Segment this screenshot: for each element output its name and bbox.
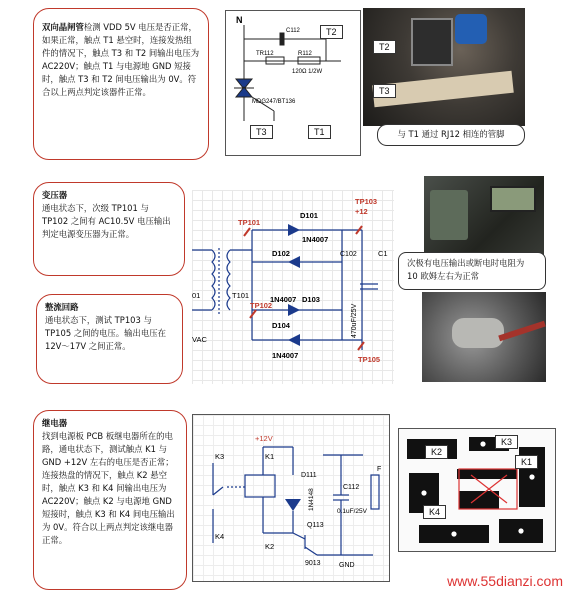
triac-text: 检测 VDD 5V 电压是否正常，如果正常，触点 T1 悬空时，连接发热组件的情况下，触点 T3 和 T2 间输出电压为 AC220V；触点 T1 与电源地 GND 短接时，触点 T3 和 T2 间电压输出为 0V。符合以上两点判定该器件正常。 [42,22,200,98]
relay-plus12-label: +12V [255,434,273,443]
plus12-label: +12 [355,207,368,216]
d101-label: D101 [300,211,318,220]
multimeter-photo [424,176,544,264]
d104-label: D104 [272,321,290,330]
pcb-tag-k4: K4 [423,505,446,519]
relay-q113-label: Q113 [307,522,324,529]
tp103-label: TP103 [355,197,378,206]
triac-photo [363,8,525,126]
relay-k4-label: K4 [215,532,225,541]
tp101-label: TP101 [238,218,261,227]
rectifier-note [36,294,183,384]
triac-schematic [225,10,361,156]
rectifier-title: 整流回路 [45,302,79,312]
relay-d111-label: D111 [301,472,317,479]
pcb-tag-k1: K1 [515,455,538,469]
d102-label: D102 [272,249,290,258]
schematic-c112-label: C112 [286,28,300,34]
schematic-tag-t2: T2 [320,25,343,39]
c102-label: C102 [340,251,357,258]
probe-photo [422,292,546,382]
transformer-note [33,182,185,276]
d101-part: 1N4007 [302,235,329,244]
pcb-tag-k2: K2 [425,445,448,459]
relay-9013-label: 9013 [305,560,321,567]
schematic-r112-label: R112 [298,51,312,57]
relay-note [33,410,187,590]
schematic-tag-t3: T3 [250,125,273,139]
relay-1n4148-label: 1N4148 [308,488,315,511]
d103-label: D103 [302,295,320,304]
schematic-tr112-label: TR112 [256,51,274,57]
transformer-text: 通电状态下，次级 TP101 与 TP102 之间有 AC10.5V 电压输出判定电源变压器为正常。 [42,203,171,240]
photo-tag-t3: T3 [373,84,396,98]
tp105-label: TP105 [358,355,381,364]
pcb-tag-k3: K3 [495,435,518,449]
relay-pcb [398,428,556,552]
schematic-triac-label: MDG247/BT136 [252,99,296,105]
relay-k1-label: K1 [265,452,275,461]
c1-label: C1 [378,249,388,258]
relay-gnd-label: GND [339,562,355,569]
relay-schematic [192,414,390,582]
triac-title: 双向晶闸管 [42,22,84,32]
triac-note [33,8,209,160]
relay-text: 找到电源板 PCB 板继电器所在的电路，通电状态下，测试触点 K1 与 GND +12V 左右的电压是否正常；连接热盘的情况下，触点 K2 悬空时，触点 K3 和 K4 间输出电压为 AC220V；触点 K2 与电源地 GND 短接时，触点 K3 和 K4 间电压输出为 0V。符合以上两点判定该继电器正常。 [42,431,175,546]
rectifier-text: 通电状态下，测试 TP103 与 TP105 之间的电压。输出电压在 12V～17V 之间正常。 [45,315,166,352]
rectifier-schematic-svg [192,190,394,384]
schematic-n-label: N [236,15,243,25]
rectifier-schematic [192,190,394,384]
relay-c112-label: C112 [343,484,360,491]
relay-c112-value: 0.1uF/25V [337,508,367,515]
d102-part: 1N4007 [270,295,297,304]
relay-schematic-svg [193,415,390,582]
relay-title: 继电器 [42,418,68,428]
vac-label: VAC [192,335,207,344]
photo-tag-t2: T2 [373,40,396,54]
tp102-label: TP102 [250,301,273,310]
transformer-01-label: 01 [192,291,201,300]
transformer-callout: 次极有电压输出或断电时电阻为 10 欧姆左右为正常 [398,252,546,290]
c102-value: 470uF/25V [351,303,358,338]
schematic-r112-value: 120Ω 1/2W [292,69,323,75]
t101-label: T101 [232,291,250,300]
relay-k2-label: K2 [265,542,275,551]
relay-k3-label: K3 [215,452,225,461]
schematic-tag-t1: T1 [308,125,331,139]
triac-callout: 与 T1 通过 RJ12 相连的管脚 [377,124,525,146]
relay-f-label: F [377,466,382,473]
transformer-title: 变压器 [42,190,68,200]
watermark: www.55dianzi.com [447,573,563,589]
d104-part: 1N4007 [272,351,299,360]
relay-pcb-svg [399,429,556,552]
